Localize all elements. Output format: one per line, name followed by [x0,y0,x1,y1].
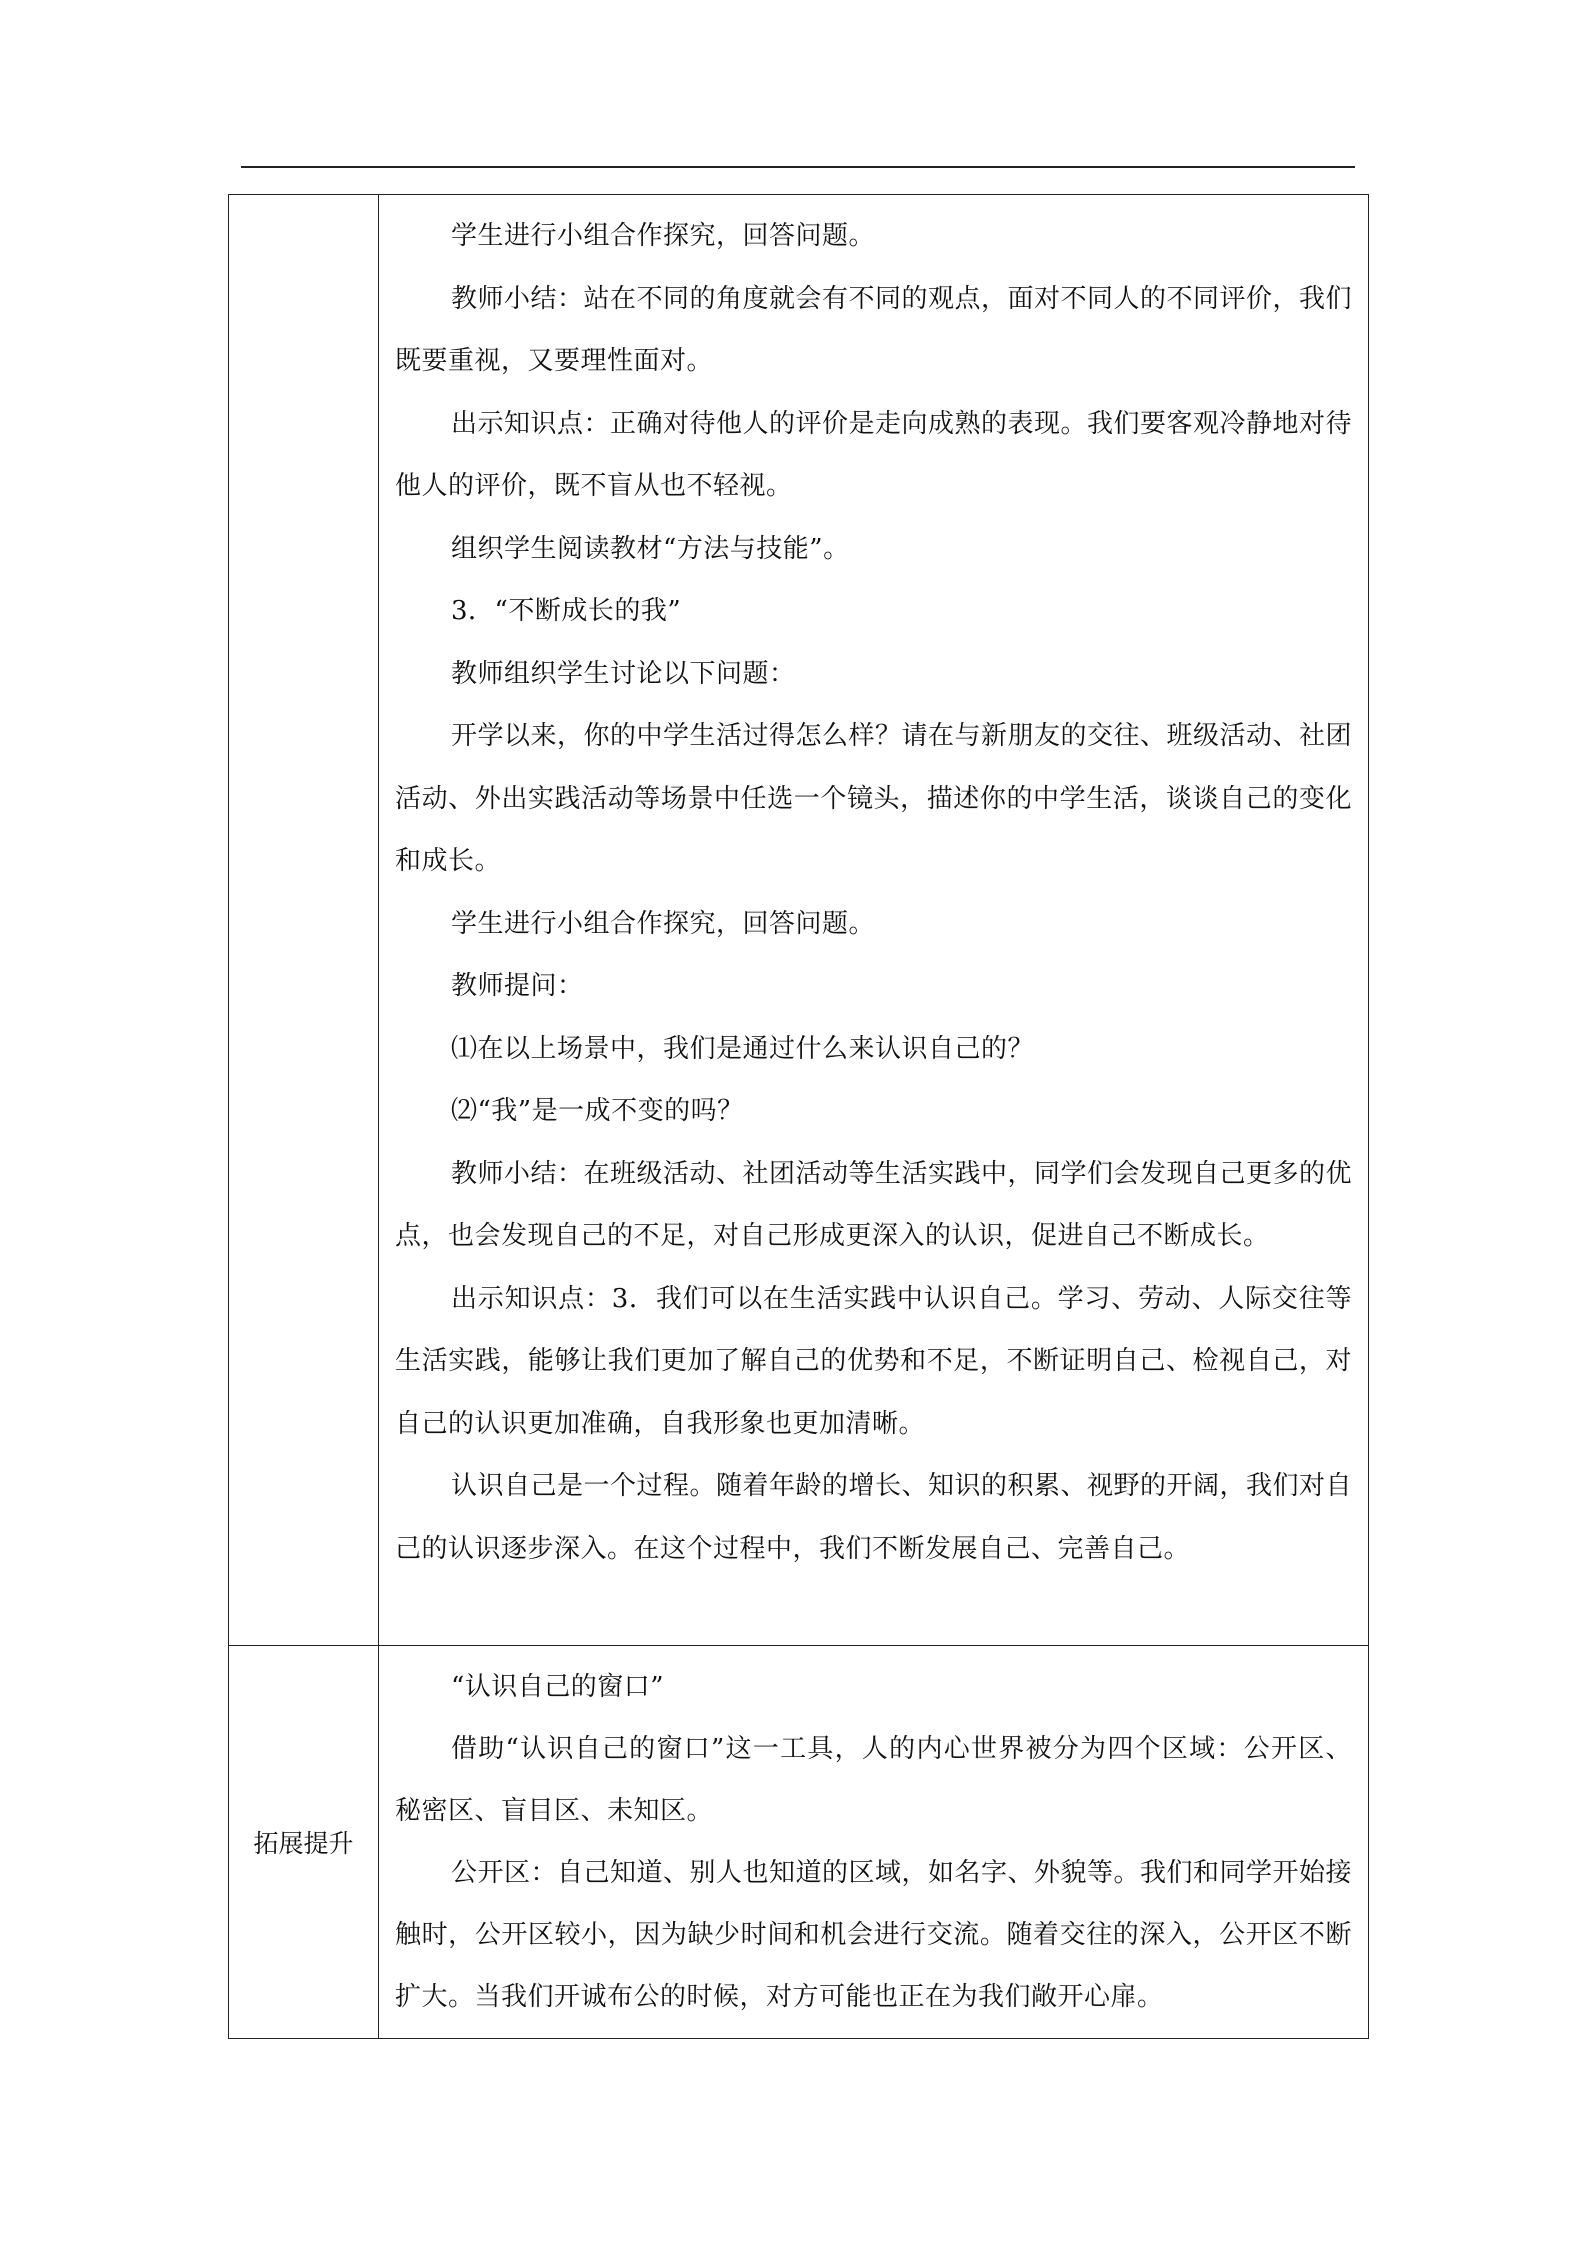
paragraph: 出示知识点：正确对待他人的评价是走向成熟的表现。我们要客观冷静地对待他人的评价，既不盲从也不轻视。 [395,408,1353,501]
paragraph: 教师提问： [451,971,584,1001]
paragraph: 组织学生阅读教材“方法与技能”。 [451,533,850,564]
paragraph: 教师小结：站在不同的角度就会有不同的观点，面对不同人的不同评价，我们既要重视，又要理性面对。 [395,283,1353,376]
paragraph: 学生进行小组合作探究，回答问题。 [451,908,876,939]
paragraph: 开学以来，你的中学生活过得怎么样？请在与新朋友的交往、班级活动、社团活动、外出实践活动等场景中任选一个镜头，描述你的中学生活，谈谈自己的变化和成长。 [395,721,1353,876]
header-rule [241,166,1355,168]
paragraph: 教师组织学生讨论以下问题： [451,658,796,689]
paragraph: 教师小结：在班级活动、社团活动等生活实践中，同学们会发现自己更多的优点，也会发现自己的不足，对自己形成更深入的认识，促进自己不断成长。 [395,1158,1353,1251]
question-item: ⑵“我”是一成不变的吗？ [451,1096,744,1126]
row-label-extension: 拓展提升 [229,1646,379,2039]
paragraph: 学生进行小组合作探究，回答问题。 [451,221,876,251]
row-content [379,195,1369,1646]
question-item: ⑴在以上场景中，我们是通过什么来认识自己的？ [451,1033,1035,1064]
table-row [229,195,1369,1646]
section-heading: 3．“不断成长的我” [451,596,682,626]
paragraph: 公开区：自己知道、别人也知道的区域，如名字、外貌等。我们和同学开始接触时，公开区较小，因为缺少时间和机会进行交流。随着交往的深入，公开区不断扩大。当我们开诚布公的时候，对方可能也正在为我们敞开心扉。 [395,1858,1353,2012]
paragraph: 认识自己是一个过程。随着年龄的增长、知识的积累、视野的开阔，我们对自己的认识逐步深入。在这个过程中，我们不断发展自己、完善自己。 [395,1471,1353,1564]
table-row [229,1646,1369,2039]
section-heading: “认识自己的窗口” [451,1672,665,1702]
row-content [379,1646,1369,2039]
row-label [229,195,379,1646]
paragraph: 借助“认识自己的窗口”这一工具，人的内心世界被分为四个区域：公开区、秘密区、盲目区、未知区。 [395,1734,1352,1826]
lesson-plan-table [228,194,1369,2039]
paragraph: 出示知识点：3．我们可以在生活实践中认识自己。学习、劳动、人际交往等生活实践，能够让我们更加了解自己的优势和不足，不断证明自己、检视自己，对自己的认识更加准确，自我形象也更加清晰。 [395,1283,1352,1439]
